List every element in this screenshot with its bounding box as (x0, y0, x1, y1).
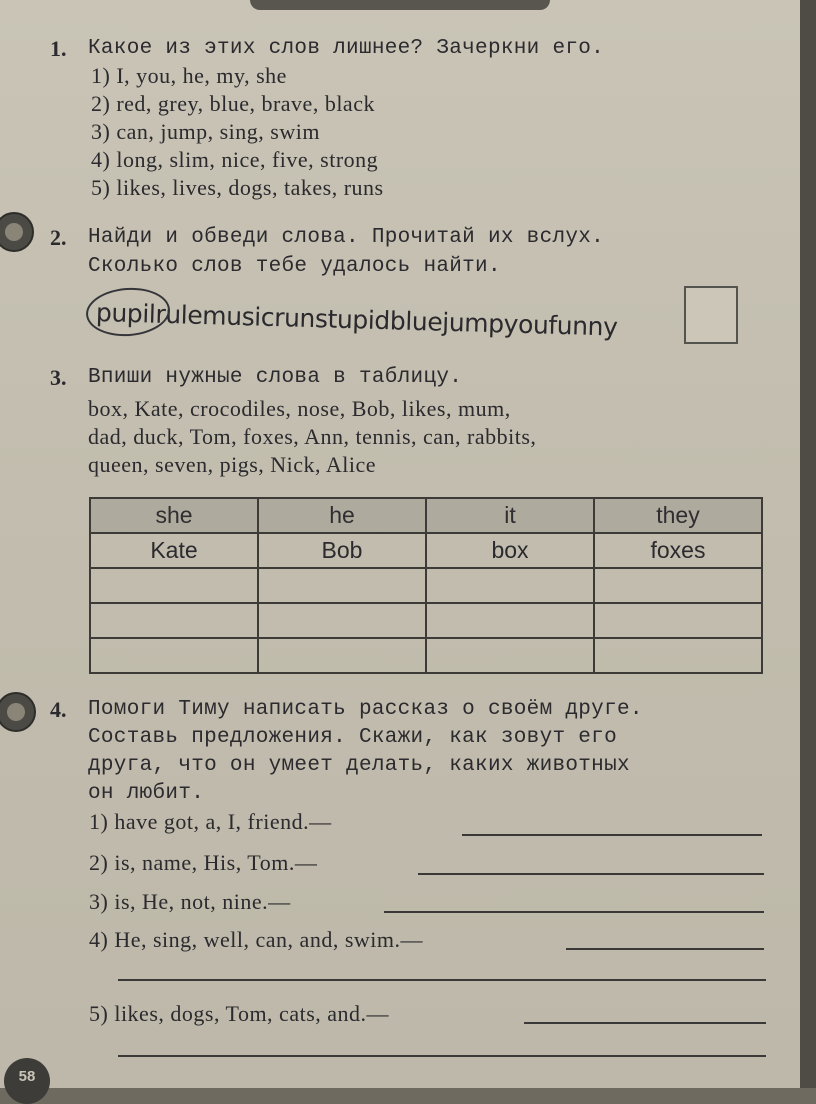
ex4-item-3 (89, 889, 291, 915)
ex1-item-label: 2) (91, 91, 111, 116)
header-she: she (90, 498, 258, 533)
table-cell[interactable] (594, 603, 762, 638)
circle-mark (84, 285, 171, 339)
table-cell[interactable] (594, 568, 762, 603)
table-cell[interactable]: Kate (90, 533, 258, 568)
ex3-words-line3: queen, seven, pigs, Nick, Alice (88, 452, 376, 477)
ex4-item-text: likes, dogs, Tom, cats, and.— (114, 1001, 390, 1026)
ex1-item-label: 1) (91, 63, 111, 88)
answer-line-1[interactable] (462, 834, 762, 836)
table-cell[interactable] (90, 603, 258, 638)
table-cell[interactable] (426, 638, 594, 673)
ex4-intro-line2: Составь предложения. Скажи, как зовут его (88, 726, 617, 749)
ex1-item-label: 3) (91, 119, 111, 144)
table-row (90, 568, 762, 603)
word-count-box[interactable] (684, 286, 738, 344)
ex4-item-2 (89, 850, 317, 876)
table-cell[interactable] (90, 638, 258, 673)
header-it: it (426, 498, 594, 533)
ex4-item-4 (89, 927, 423, 953)
ex2-title-line1: Найди и обведи слова. Прочитай их вслух. (88, 226, 605, 249)
ex1-item-label: 4) (91, 147, 111, 172)
table-cell[interactable]: foxes (594, 533, 762, 568)
speaking-icon (0, 212, 34, 252)
answer-line-5b[interactable] (118, 1055, 766, 1057)
pronoun-table (89, 497, 763, 674)
table-cell[interactable] (594, 638, 762, 673)
ex1-item-text: I, you, he, my, she (116, 63, 287, 88)
word-chain (96, 298, 618, 342)
table-cell[interactable]: Bob (258, 533, 426, 568)
answer-line-4[interactable] (566, 948, 764, 950)
page-top-band (250, 0, 550, 10)
ex1-item-2 (91, 91, 375, 117)
table-cell[interactable] (426, 603, 594, 638)
ex1-item-1 (91, 63, 287, 89)
table-row (90, 533, 762, 568)
ex1-item-5 (91, 175, 384, 201)
ex4-number: 4. (50, 697, 67, 722)
answer-line-5[interactable] (524, 1022, 766, 1024)
ex1-item-4 (91, 147, 378, 173)
table-cell[interactable] (258, 568, 426, 603)
table-cell[interactable] (258, 603, 426, 638)
ex4-item-label: 3) (89, 889, 109, 914)
ex1-item-3 (91, 119, 320, 145)
table-row (90, 638, 762, 673)
ex4-item-label: 5) (89, 1001, 109, 1026)
writing-icon (0, 692, 36, 732)
ex4-item-label: 4) (89, 927, 109, 952)
ex4-intro-line4: он любит. (88, 782, 205, 805)
ex4-intro-line3: друга, что он умеет делать, каких животных (88, 754, 630, 777)
header-he: he (258, 498, 426, 533)
table-cell[interactable] (90, 568, 258, 603)
ex4-item-1 (89, 809, 332, 835)
table-cell[interactable]: box (426, 533, 594, 568)
ex1-item-text: likes, lives, dogs, takes, runs (116, 175, 384, 200)
ex4-item-text: have got, a, I, friend.— (114, 809, 332, 834)
ex2-title-line2: Сколько слов тебе удалось найти. (88, 255, 501, 278)
answer-line-2[interactable] (418, 873, 764, 875)
circled-word: pupil (95, 298, 156, 329)
page-number: 58 (4, 1058, 50, 1104)
ex4-item-label: 2) (89, 850, 109, 875)
ex1-title: Какое из этих слов лишнее? Зачеркни его. (88, 37, 605, 60)
ex3-words-line2: dad, duck, Tom, foxes, Ann, tennis, can, rabbits, (88, 424, 537, 449)
ex3-number: 3. (50, 365, 67, 390)
table-cell[interactable] (426, 568, 594, 603)
ex1-item-text: can, jump, sing, swim (116, 119, 320, 144)
ex3-words-line1: box, Kate, crocodiles, nose, Bob, likes, mum, (88, 396, 511, 421)
table-header-row (90, 498, 762, 533)
ex4-item-label: 1) (89, 809, 109, 834)
ex4-item-text: is, name, His, Tom.— (114, 850, 318, 875)
table-cell[interactable] (258, 638, 426, 673)
answer-line-3[interactable] (384, 911, 764, 913)
word-chain-rest: rulemusicrunstupidbluejumpyoufunny (155, 299, 618, 342)
ex1-item-text: long, slim, nice, five, strong (116, 147, 379, 172)
ex4-intro-line1: Помоги Тиму написать рассказ о своём друге. (88, 698, 643, 721)
ex3-title: Впиши нужные слова в таблицу. (88, 366, 463, 389)
ex4-item-text: is, He, not, nine.— (114, 889, 291, 914)
page-edge-shadow (800, 0, 816, 1088)
table-row (90, 603, 762, 638)
ex2-number: 2. (50, 225, 67, 250)
answer-line-4b[interactable] (118, 979, 766, 981)
header-they: they (594, 498, 762, 533)
ex1-item-label: 5) (91, 175, 111, 200)
ex4-item-5 (89, 1001, 389, 1027)
ex1-item-text: red, grey, blue, brave, black (116, 91, 375, 116)
ex1-number: 1. (50, 36, 67, 61)
ex4-item-text: He, sing, well, can, and, swim.— (114, 927, 423, 952)
